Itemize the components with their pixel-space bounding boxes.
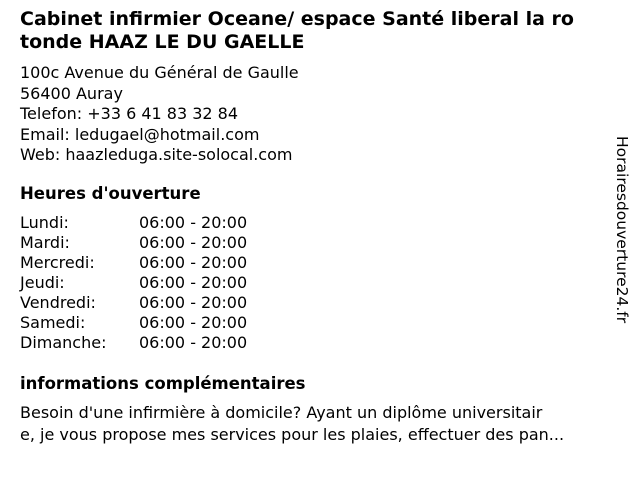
day-label: Jeudi: (20, 273, 65, 292)
time-range: 06:00 - 20:00 (139, 273, 248, 292)
day-label: Mardi: (20, 233, 70, 252)
day-label: Vendredi: (20, 293, 96, 312)
description-line-1: Besoin d'une infirmière à domicile? Ayant un diplôme universitair (20, 403, 543, 422)
time-range: 06:00 - 20:00 (139, 293, 248, 312)
additional-info-heading: informations complémentaires (20, 374, 306, 393)
day-label: Dimanche: (20, 333, 107, 352)
day-label: Samedi: (20, 313, 86, 332)
website-address: Web: haazleduga.site-solocal.com (20, 145, 293, 164)
time-range: 06:00 - 20:00 (139, 313, 248, 332)
description-line-2: e, je vous propose mes services pour les plaies, effectuer des pan... (20, 425, 565, 444)
street-address: 100c Avenue du Général de Gaulle (20, 63, 299, 82)
business-title-line-1: Cabinet infirmier Oceane/ espace Santé liberal la ro (20, 8, 574, 30)
day-label: Mercredi: (20, 253, 95, 272)
opening-hours-heading: Heures d'ouverture (20, 184, 201, 203)
time-range: 06:00 - 20:00 (139, 253, 248, 272)
phone-number: Telefon: +33 6 41 83 32 84 (20, 104, 239, 123)
site-watermark: Horairesdouverture24.fr (613, 136, 631, 324)
business-title-line-2: tonde HAAZ LE DU GAELLE (20, 31, 305, 53)
business-description (20, 402, 620, 446)
business-title (20, 8, 620, 54)
contact-details (20, 63, 299, 166)
time-range: 06:00 - 20:00 (139, 233, 248, 252)
time-range: 06:00 - 20:00 (139, 213, 248, 232)
time-range: 06:00 - 20:00 (139, 333, 248, 352)
email-address: Email: ledugael@hotmail.com (20, 124, 260, 144)
postal-city: 56400 Auray (20, 83, 123, 103)
day-label: Lundi: (20, 213, 69, 232)
